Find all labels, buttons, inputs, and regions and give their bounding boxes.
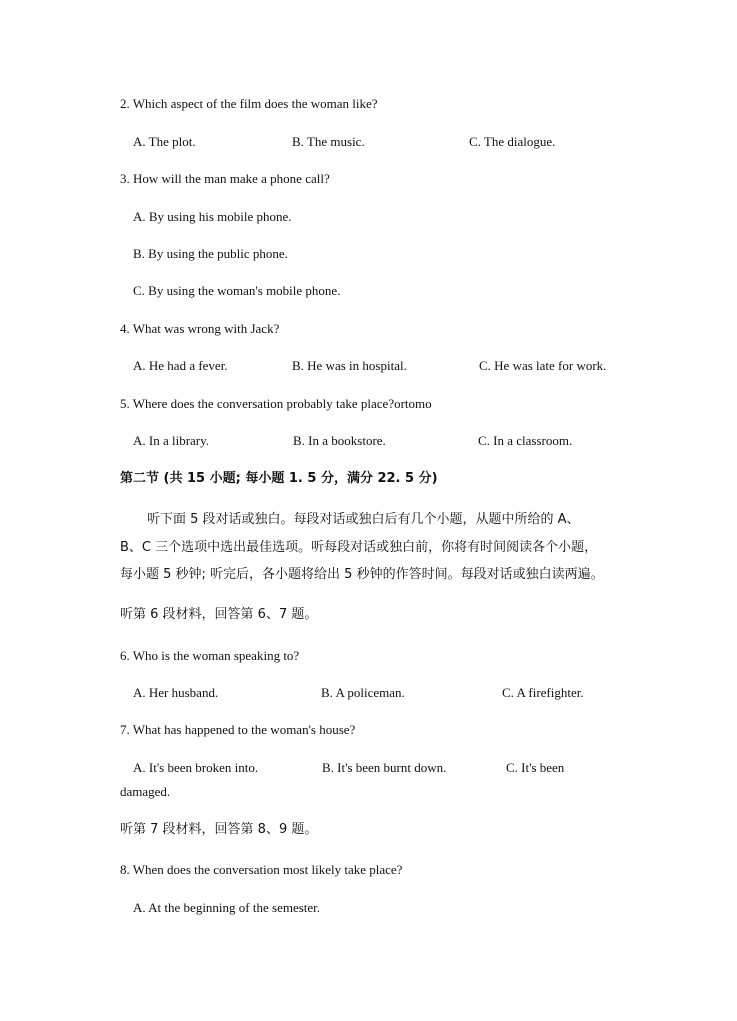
question-6-option-b: B. A policeman.: [321, 685, 405, 700]
question-2-option-a: A. The plot.: [133, 134, 196, 149]
question-7-option-b: B. It's been burnt down.: [322, 760, 447, 775]
question-2-stem: 2. Which aspect of the film does the woman like?: [120, 96, 378, 111]
question-3-option-a: A. By using his mobile phone.: [133, 209, 292, 224]
question-6-option-c: C. A firefighter.: [502, 685, 584, 700]
question-2-option-b: B. The music.: [292, 134, 365, 149]
question-4-stem: 4. What was wrong with Jack?: [120, 321, 280, 336]
section-2-instructions-line-2: B、C 三个选项中选出最佳选项。听每段对话或独白前，你将有时间阅读各个小题，: [120, 540, 598, 555]
question-3-option-b: B. By using the public phone.: [133, 246, 288, 261]
question-3-option-c: C. By using the woman's mobile phone.: [133, 283, 341, 298]
section-2-instructions-line-1: 听下面 5 段对话或独白。每段对话或独白后有几个小题，从题中所给的 A、: [147, 512, 580, 527]
question-4-option-b: B. He was in hospital.: [292, 358, 407, 373]
passage-7-label: 听第 7 段材料，回答第 8、9 题。: [120, 822, 318, 837]
question-2-option-c: C. The dialogue.: [469, 134, 556, 149]
question-7-option-c: C. It's been: [506, 760, 565, 775]
question-5-option-a: A. In a library.: [133, 433, 210, 448]
question-7-option-a: A. It's been broken into.: [133, 760, 259, 775]
question-6-stem: 6. Who is the woman speaking to?: [120, 648, 300, 663]
question-7-option-c-continued: damaged.: [120, 784, 171, 799]
question-5-option-b: B. In a bookstore.: [293, 433, 386, 448]
question-7-stem: 7. What has happened to the woman's house?: [120, 722, 356, 737]
question-8-option-a: A. At the beginning of the semester.: [133, 900, 321, 915]
question-6-option-a: A. Her husband.: [133, 685, 219, 700]
section-2-heading: 第二节 (共 15 小题; 每小题 1. 5 分，满分 22. 5 分): [120, 471, 438, 486]
passage-6-label: 听第 6 段材料，回答第 6、7 题。: [120, 607, 318, 622]
section-2-instructions-line-3: 每小题 5 秒钟; 听完后，各小题将给出 5 秒钟的作答时间。每段对话或独白读两遍。: [120, 567, 604, 582]
question-8-stem: 8. When does the conversation most likely take place?: [120, 862, 403, 877]
question-3-stem: 3. How will the man make a phone call?: [120, 171, 330, 186]
question-4-option-c: C. He was late for work.: [479, 358, 607, 373]
question-4-option-a: A. He had a fever.: [133, 358, 228, 373]
question-5-option-c: C. In a classroom.: [478, 433, 573, 448]
question-5-stem: 5. Where does the conversation probably take place?ortomo: [120, 396, 432, 411]
